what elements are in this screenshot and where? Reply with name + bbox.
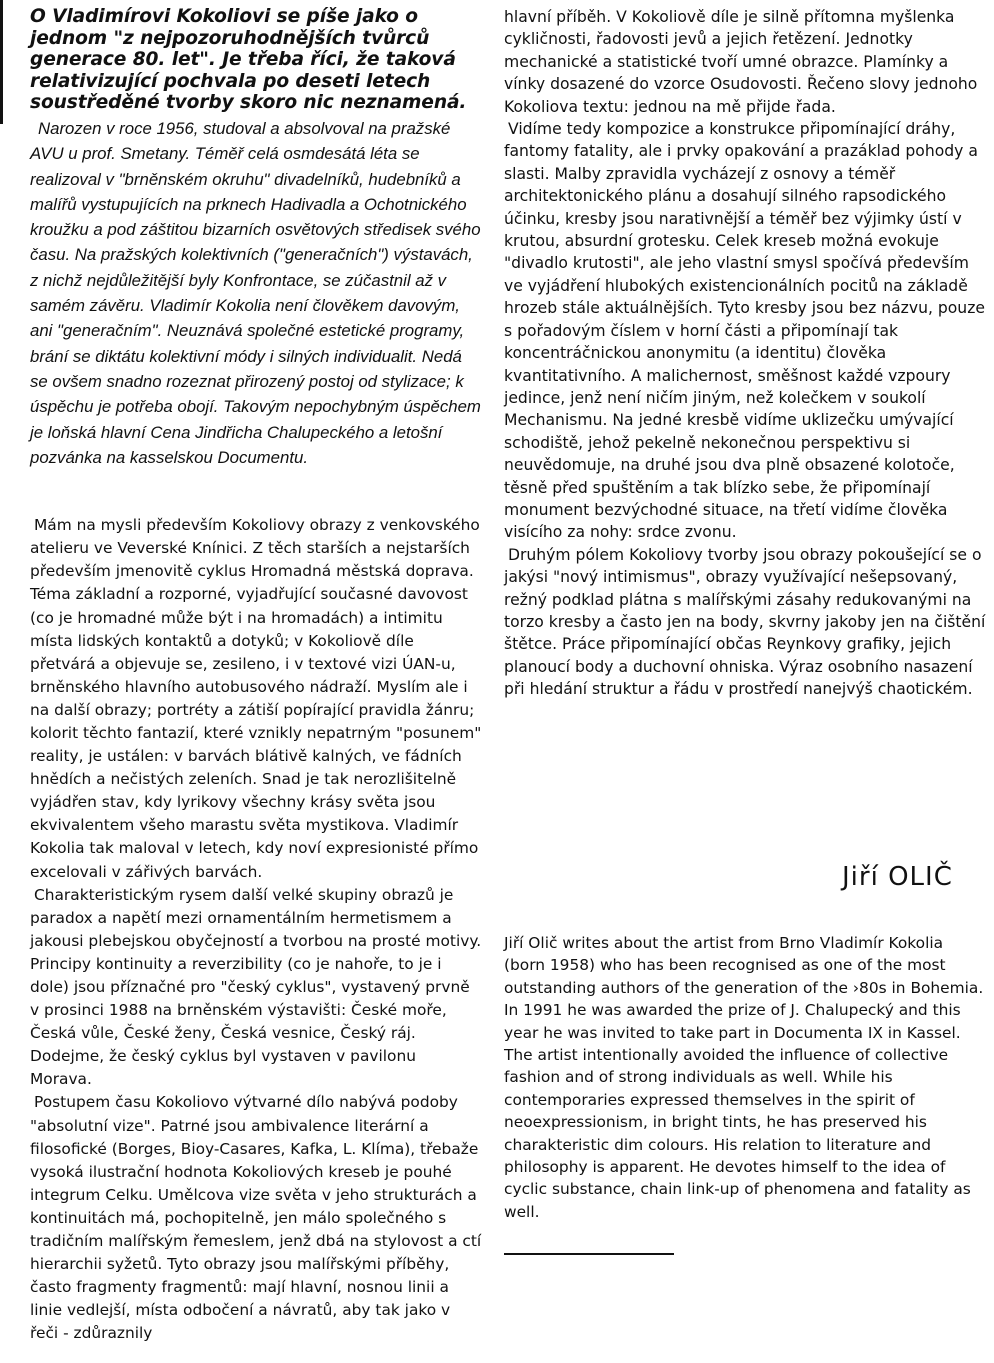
author-signature: Jiří OLIČ: [842, 862, 953, 892]
right-column: [504, 6, 988, 701]
body-paragraph: Postupem času Kokoliovo výtvarné dílo nabývá podoby "absolutní vize". Patrné jsou ambivalence literární a filosofické (Borges, Bioy-Casares, Kafka, L. Klíma), třebaže vysoká ilustrační hodnota Kokoliových kreseb je pouhé integrum Celku. Umělcova vize světa v jeho strukturách a kontinuitách má, pochopitelně, jen málo společného s tradičním malířským řemeslem, jenž dbá na stylovost a ctí hierarchii syžetů. Tyto obrazy jsou malířskými příběhy, často fragmenty fragmentů: mají hlavní, nosnou linii a linie vedlejší, místa odbočení a návratů, aby tak jako v řeči - zdůraznily: [30, 1093, 482, 1343]
article-intro: Narozen v roce 1956, studoval a absolvoval na pražské AVU u prof. Smetany. Téměř celá osmdesátá léta se realizoval v "brněnském okruhu" divadelníků, hudebníků a malířů vystupujících na prknech Hadivadla a Ochotnického kroužku a pod záštitou bizarních osvětových středisek svého času. Na pražských kolektivních ("generačních") výstavách, z nichž nejdůležitější byly Konfrontace, se zúčastnil až v samém závěru. Vladimír Kokolia není člověkem davovým, ani "generačním". Neuznává společné estetické programy, brání se diktátu kolektivní módy i silných individualit. Nedá se ovšem snadno rozeznat přirozený postoj od stylizace; k úspěchu je potřeba obojí. Takovým nepochybným úspěchem je loňská hlavní Cena Jindřicha Chalupeckého a letošní pozvánka na kasselskou Documentu.: [30, 118, 481, 467]
body-paragraph: Mám na mysli především Kokoliovy obrazy z venkovského atelieru ve Veverské Knínici. Z těch starších a nejstarších především jmenovitě cyklus Hromadná městská doprava. Téma základní a rozporné, vyjadřující současné davovost (co je hromadné může být i na hromadách) a intimitu místa lidských kontaktů a dotyků; v Kokoliově díle přetvárá a objevuje se, zesileno, i v textové vizi ÚAN-u, brněnského hlavního autobusového nádraží. Myslím ale i na další obrazy; portréty a zátiší popírající pravidla žánru; kolorit těchto fantazií, které vznikly nepatrným "posunem" reality, je ustálen: v barvách blátivě kalných, ve fádních hnědích a nečistých zeleních. Snad je tak nerozlišitelně vyjádřen stav, kdy lyrikovy všechny krásy světa jsou ekvivalentem všeho marastu světa mystikova. Vladimír Kokolia tak maloval v letech, kdy noví expresionisté přímo excelovali v zářivých barvách.: [30, 516, 482, 881]
english-summary: Jiří Olič writes about the artist from Brno Vladimír Kokolia (born 1958) who has been recognised as one of the most outstanding authors of the generation of the ›80s in Bohemia. In 1991 he was awarded the prize of J. Chalupecký and this year he was invited to take part in Documenta IX in Kassel. The artist intentionally avoided the influence of collective fashion and of strong individuals as well. While his contemporaries expressed themselves in the spirit of neoexpressionism, in bright tints, he has preserved his charakteristic dim colours. His relation to literature and philosophy is apparent. He devotes himself to the idea of cyclic substance, chain link-up of phenomena and fatality as well.: [504, 934, 984, 1221]
left-column: [30, 6, 482, 1346]
lead-margin-rule: [0, 0, 3, 124]
body-paragraph: hlavní příběh. V Kokoliově díle je silně přítomna myšlenka cykličnosti, řadovosti jevů a jejich řetězení. Jednotky mechanické a statistické tvoří umné obrazce. Plamínky a vínky dosazené do vzorce Osudovosti. Řečeno slovy jednoho Kokoliova textu: jednou na mě přijde řada.: [504, 8, 978, 116]
body-paragraph: Druhým pólem Kokoliovy tvorby jsou obrazy pokoušející se o jakýsi "nový intimismus", obrazy využívající nešepsovaný, režný podklad plátna s malířskými zásahy redukovanými na torzo kresby a často jen na body, skvrny jakoby jen na čištění štětce. Práce připomínající občas Reynkovy grafiky, jejich planoucí body a duchovní ohniska. Výraz osobního nasazení při hledání struktur a řádu v prostředí nanejvýš chaotickém.: [504, 545, 986, 699]
body-paragraph: Charakteristickým rysem další velké skupiny obrazů je paradox a napětí mezi ornamentálním hermetismem a jakousi plebejskou obyčejností a tvorbou na prosté motivy. Principy kontinuity a reverzibility (co je nahoře, to je i dole) jsou příznačné pro "český cyklus", vystavený prvně v prosinci 1988 na brněnském výstavišti: České moře, Česká vůle, České ženy, Česká vesnice, Český ráj. Dodejme, že český cyklus byl vystaven v pavilonu Morava.: [30, 885, 482, 1089]
summary-underline-rule: [504, 1253, 674, 1255]
body-paragraph: Vidíme tedy kompozice a konstrukce připomínající dráhy, fantomy fatality, ale i prvky opakování a prazáklad pohody a slasti. Malby zpravidla vycházejí z osnovy a téměř architektonického plánu a dosahují silného rapsodického účinku, kresby jsou narativnější a téměř bez výjimky ústí v krutou, absurdní grotesku. Celek kreseb možná evokuje "divadlo krutosti", ale jeho vlastní smysl spočívá především ve vyjádření hlubokých existencionálních pocitů na základě hrozeb stále aktuálnějších. Tyto kresby jsou bez názvu, pouze s pořadovým číslem v horní části a připomínají tak koncentráčnickou anonymitu (a identitu) člověka kvantitativního. A malichernost, směšnost každé vzpoury jedince, jenž není ničím jiným, než kolečkem v soukolí Mechanismu. Na jedné kresbě vidíme uklizečku umývající schodiště, jehož pekelně nekonečnou perspektivu si neuvědomuje, na druhé jsou dva plně obsazené kolotoče, těsně před spuštěním a tak blízko sebe, že připomínají monument bezvýchodné situace, na třetí vidíme člověka visícího za nohy: srdce zvonu.: [504, 120, 985, 542]
article-lead: O Vladimírovi Kokoliovi se píše jako o jednom "z nejpozoruhodnějších tvůrců generace 80. let". Je třeba říci, že taková relativizující pochvala po deseti letech soustředěné tvorby skoro nic neznamená.: [30, 6, 467, 114]
